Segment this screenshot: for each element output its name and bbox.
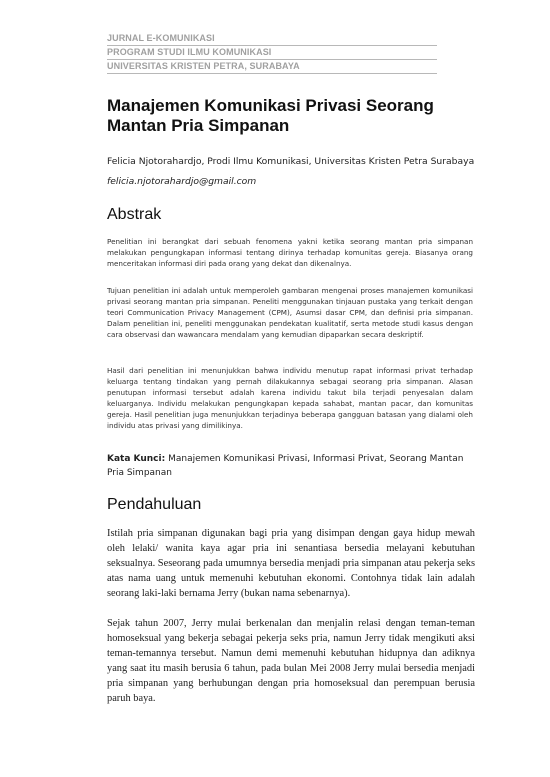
author-email[interactable]: felicia.njotorahardjo@gmail.com [107, 176, 257, 187]
keywords-text: Manajemen Komunikasi Privasi, Informasi Privat, Seorang Mantan Pria Simpanan [107, 454, 464, 478]
introduction-paragraph: Sejak tahun 2007, Jerry mulai berkenalan dan menjalin relasi dengan teman-teman homoseksual yang bekerja sebagai pekerja seks pria, namun Jerry tidak mengikuti aksi teman-temannya tersebut. Namun demi memenuhi kebutuhan hidupnya dan adiknya yang saat itu masih berusia 6 tahun, pada bulan Mei 2008 Jerry mulai bersedia menjadi pria simpanan yang berhubungan dengan pria homoseksual dan perempuan berusia paruh baya. [107, 618, 475, 704]
keywords [107, 452, 473, 480]
abstract-heading: Abstrak [107, 206, 162, 223]
study-program: PROGRAM STUDI ILMU KOMUNIKASI [107, 46, 437, 60]
keywords-label: Kata Kunci: [107, 454, 166, 464]
abstract-paragraph: Tujuan penelitian ini adalah untuk memperoleh gambaran mengenai proses manajemen komunikasi privasi seorang mantan pria simpanan. Peneliti menggunakan tinjauan pustaka yang terkait dengan teori Communication Privacy Management (CPM), Asumsi dasar CPM, dan definisi pria simpanan. Dalam penelitian ini, peneliti menggunakan pendekatan kualitatif, serta metode studi kasus dengan cara observasi dan wawancara mendalam yang kemudian dipaparkan secara deskriptif. [107, 286, 473, 339]
author-line: Felicia Njotorahardjo, Prodi Ilmu Komunikasi, Universitas Kristen Petra Surabaya [107, 156, 475, 167]
journal-name: JURNAL E-KOMUNIKASI [107, 32, 437, 46]
university: UNIVERSITAS KRISTEN PETRA, SURABAYA [107, 60, 437, 74]
introduction-paragraph: Istilah pria simpanan digunakan bagi pria yang disimpan dengan gaya hidup mewah oleh lelaki/ wanita kaya agar pria ini senantiasa bersedia melayani kebutuhan seksualnya. Seseorang pada umumnya bersedia menjadi pria simpanan atau pekerja seks atas nama uang untuk memenuhi kebutuhan ekonomi. Contohnya tidak lain adalah seorang laki-laki bernama Jerry (bukan nama sebenarnya). [107, 528, 475, 599]
abstract-paragraph: Hasil dari penelitian ini menunjukkan bahwa individu menutup rapat informasi privat terhadap keluarga tentang tindakan yang pernah dilakukannya sebagai seorang pria simpanan. Alasan penutupan informasi tersebut adalah karena individu takut bila terjadi penyesalan dalam keluarganya. Individu melakukan pengungkapan kepada sahabat, mantan pacar, dan komunitas gereja. Hasil penelitian juga menunjukkan terjadinya beberapa gangguan batasan yang dialami oleh individu atas privasi yang dimilikinya. [107, 366, 473, 430]
paper-title: Manajemen Komunikasi Privasi Seorang Mantan Pria Simpanan [107, 96, 434, 135]
introduction-heading: Pendahuluan [107, 496, 202, 513]
abstract-paragraph: Penelitian ini berangkat dari sebuah fenomena yakni ketika seorang mantan pria simpanan melakukan pengungkapan informasi tentang dirinya terhadap komunitas gereja. Biasanya orang menceritakan informasi diri pada orang yang dekat dan dikenalnya. [107, 237, 473, 268]
journal-header [107, 32, 437, 74]
